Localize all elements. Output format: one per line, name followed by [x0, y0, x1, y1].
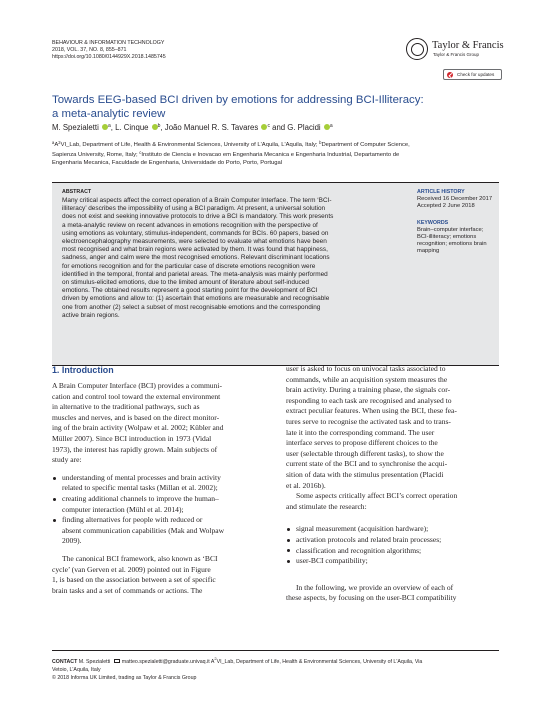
abstract-line: on stimulus-elicited emotions, due to the limited amount of literature about self-induced: [62, 279, 309, 287]
check-updates-label: Check for updates: [457, 72, 495, 77]
body-line: sition of data with the stimulus presentation (Placidi: [286, 469, 444, 479]
body-line: these aspects, by focusing on the user-BCI compatibility: [286, 593, 457, 603]
bullet-line: absent communication capabilities (Mak and Wolpaw: [62, 525, 225, 535]
contact-name: M. Spezialetti: [78, 658, 111, 665]
bullet-item: [286, 546, 504, 557]
check-updates-icon: [447, 72, 453, 78]
publisher-name: Taylor & Francis: [432, 40, 504, 51]
author-separator: ,: [110, 123, 116, 132]
bullet-item: [52, 473, 270, 494]
bullet-marker: [53, 498, 56, 501]
body-line: user (selectable through different tasks), to show the: [286, 448, 444, 458]
body-line: cation and control tool toward the external environment: [52, 391, 221, 401]
bullet-item: [286, 556, 504, 567]
left-column: [52, 381, 270, 596]
bullet-item: [286, 524, 504, 535]
author-list: [52, 123, 512, 132]
history-line: Received 16 December 2017: [417, 196, 493, 202]
affiliation-line: [52, 149, 507, 159]
publisher-logo: [406, 38, 502, 60]
body-line: late it into the corresponding command. The user: [286, 427, 435, 437]
bullet-line: creating additional channels to improve the human–: [62, 493, 219, 503]
author-affiliation-mark: b: [157, 123, 161, 129]
bullet-line: activation protocols and related brain processes;: [296, 534, 442, 544]
author-affiliation-mark: a: [329, 123, 333, 129]
bullet-marker: [53, 519, 56, 522]
bullet-line: understanding of mental processes and brain activity: [62, 472, 221, 482]
bullet-line: signal measurement (acquisition hardware);: [296, 524, 429, 534]
affiliation-text: Sapienza University, Rome, Italy;: [52, 152, 140, 159]
bullet-line: user-BCI compatibility;: [296, 556, 368, 566]
body-line: The canonical BCI framework, also known as ‘BCI: [62, 553, 218, 563]
email-icon: [114, 659, 120, 663]
abstract-line: one from another (2) select a subset of most recognisable emotions and the corresponding: [62, 303, 321, 311]
abstract-line: illiteracy’ describes the impossibility of using a BCI paradigm. At present, a universal solution: [62, 205, 326, 213]
contact-email[interactable]: matteo.spezialetti@graduate.univaq.it: [121, 658, 210, 665]
journal-volume: 2018, VOL. 37, NO. 8, 855–871: [52, 47, 127, 54]
body-line: A Brain Computer Interface (BCI) provides a communi-: [52, 381, 222, 390]
body-line: 1973), the interest has rapidly grown. Main subjects of: [52, 444, 218, 454]
bullet-marker: [287, 549, 290, 552]
footer: [52, 655, 512, 682]
abstract-line: emotions. The obtained results represent a good starting point for the development of BCI: [62, 287, 318, 295]
author-affiliation-mark: a: [107, 123, 111, 129]
abstract-line: driven by emotions and allow to: (1) ascertain that emotions are measurable and recognisable: [62, 295, 330, 303]
keyword-line: Brain–computer interface;: [417, 227, 484, 233]
body-line: current state of the BCI and to synchronise the acqui-: [286, 459, 448, 469]
title-line: a meta-analytic review: [52, 108, 166, 121]
author-separator: and: [269, 123, 288, 132]
body-line: brain activity. During a training phase, the signals cor-: [286, 385, 451, 395]
bullet-marker: [53, 477, 56, 480]
body-line: interface serves to propose different choices to the: [286, 438, 438, 448]
body-line: Some aspects critically affect BCI’s correct operation: [296, 491, 458, 501]
copyright: © 2018 Informa UK Limited, trading as Taylor & Francis Group: [52, 674, 197, 681]
history-line: Accepted 2 June 2018: [417, 202, 475, 209]
affiliation-text: VI_Lab, Department of Life, Health & Environmental Sciences, University of L'Aquila, L'Aquila, Italy;: [60, 142, 320, 148]
keywords-heading: KEYWORDS: [417, 220, 449, 226]
affiliation-mark: a: [52, 140, 55, 145]
abstract-text: [62, 197, 408, 320]
affiliation-text: Department of Computer Science,: [321, 142, 410, 148]
bullet-line: related to specific mental tasks (Millan et al. 2002);: [62, 483, 218, 493]
abstract-line: active brain regions.: [62, 311, 120, 319]
bullet-item: [52, 515, 270, 547]
affiliations: [52, 139, 507, 168]
keywords-list: [417, 227, 487, 255]
footer-affiliation: VI_Lab, Department of Life, Health & Environmental Sciences, University of L'Aquila, Via: [216, 658, 423, 665]
body-line: and stimulate the research:: [286, 501, 367, 511]
keyword-line: recognition; emotions brain: [417, 240, 487, 247]
article-history-heading: ARTICLE HISTORY: [417, 189, 465, 195]
abstract-line: Many critical aspects affect the correct operation of a Brain Computer Interface. The term ‘BCI-: [62, 197, 332, 204]
abstract-line: does not exist and seeking innovative protocols to drive a BCI is mandatory. This work presents: [62, 213, 334, 221]
body-line: ing of the brain activity (Wolpaw et al. 2002; Kübler and: [52, 423, 224, 433]
publisher-logo-icon: [406, 38, 428, 60]
bullet-line: 2009).: [62, 536, 82, 546]
footer-affiliation-mark: 2: [214, 656, 217, 661]
footer-divider: [52, 650, 499, 651]
section-title: 1. Introduction: [52, 365, 114, 375]
bullet-line: finding alternatives for people with reduced or: [62, 515, 203, 525]
abstract-line: for emotions recognition and for the particular case of discrete emotions recognition were: [62, 262, 316, 270]
abstract-line: using emotions as voluntary, stimulus-independent, commands for BCIs. 60 papers, based on: [62, 229, 329, 237]
keyword-line: mapping: [417, 247, 440, 254]
article-history: [417, 196, 492, 210]
body-line: In the following, we provide an overview of each of: [296, 582, 454, 592]
bullet-item: [286, 535, 504, 546]
body-line: study are:: [52, 455, 82, 465]
journal-header: [52, 40, 166, 62]
affiliation-mark: c: [139, 150, 142, 156]
body-line: tures serve to recognise the activated task and to trans-: [286, 416, 451, 426]
footer-affiliation-line2: Vetoio, L'Aquila, Italy: [52, 666, 101, 673]
author-affiliation-mark: c: [267, 123, 270, 129]
contact-line: [52, 655, 512, 667]
bullet-marker: [287, 528, 290, 531]
abstract-line: sadness, anger and calm were the most recognised emotions. Relevant discriminant locations: [62, 254, 330, 262]
author-name[interactable]: L. Cinque: [115, 123, 149, 132]
affiliation-line: [52, 139, 507, 149]
affiliation-text: Instituto de Ciencia e Inovacao em Engenharia Mecanica e Engenharia Industrial, Departamento de: [141, 152, 400, 159]
article-title: [52, 93, 472, 121]
contact-label: CONTACT: [52, 658, 78, 665]
body-line: et al. 2016b).: [286, 480, 326, 490]
body-line: responding to each task are recognised and analysed to: [286, 395, 452, 405]
footer-affiliation-a: A: [210, 658, 215, 665]
body-line: Müller 2007). Since BCI introduction in 1973 (Vidal: [52, 433, 212, 443]
bullet-line: classification and recognition algorithms;: [296, 545, 422, 555]
body-line: extract peculiar features. When using the BCI, these fea-: [286, 406, 457, 416]
bullet-line: computer interaction (Mühl et al. 2014);: [62, 504, 184, 514]
author-separator: ,: [160, 123, 165, 132]
abstract-line: identified in the temporal, frontal and parietal areas. The meta-analysis was mainly performed: [62, 270, 328, 278]
affiliation-mark: b: [319, 140, 322, 145]
bullet-marker: [287, 560, 290, 563]
bullet-item: [52, 494, 270, 515]
author-name[interactable]: G. Placidi: [287, 123, 321, 132]
abstract-line: most recognised and what brain regions were activated by them. It was found that happiness,: [62, 246, 328, 254]
title-line: Towards EEG-based BCI driven by emotions for addressing BCI-Illiteracy:: [52, 94, 424, 106]
abstract-line: a meta-analytic review on recent advances in emotions recognition with the perspective of: [62, 221, 318, 229]
check-for-updates-button[interactable]: [443, 69, 502, 80]
right-column: [286, 364, 504, 604]
body-line: 1, is based on the association between a set of specific: [52, 575, 216, 585]
author-name[interactable]: João Manuel R. S. Tavares: [164, 123, 259, 132]
body-line: user is asked to focus on univocal tasks associated to: [286, 364, 446, 373]
body-line: muscles and nerves, and is based on the direct monitor-: [52, 412, 220, 422]
doi-link[interactable]: https://doi.org/10.1080/0144929X.2018.1485745: [52, 54, 166, 61]
keyword-line: BCI-illiteracy; emotions: [417, 233, 477, 240]
affiliation-mark: 2: [58, 140, 61, 145]
body-line: cycle’ (van Gerven et al. 2009) pointed out in Figure: [52, 564, 211, 574]
journal-name: BEHAVIOUR & INFORMATION TECHNOLOGY: [52, 40, 165, 46]
author-name[interactable]: M. Spezialetti: [52, 123, 99, 132]
abstract-line: electroencephalography measurements, were selected to evaluate what emotions have been: [62, 238, 327, 246]
body-line: brain tasks and a set of commands or actions. The: [52, 585, 203, 595]
body-line: in alternative to the traditional pathways, such as: [52, 402, 200, 412]
bullet-marker: [287, 539, 290, 542]
affiliation-text: A: [54, 142, 59, 148]
publisher-subname: Taylor & Francis Group: [433, 52, 480, 57]
affiliation-line: [52, 159, 507, 167]
abstract-heading: ABSTRACT: [62, 189, 92, 195]
body-line: commands, while an acquisition system measures the: [286, 374, 448, 384]
affiliation-text: Engenharia Mecanica, Faculdade de Engenharia, Universidade do Porto, Porto, Portugal: [52, 160, 282, 167]
